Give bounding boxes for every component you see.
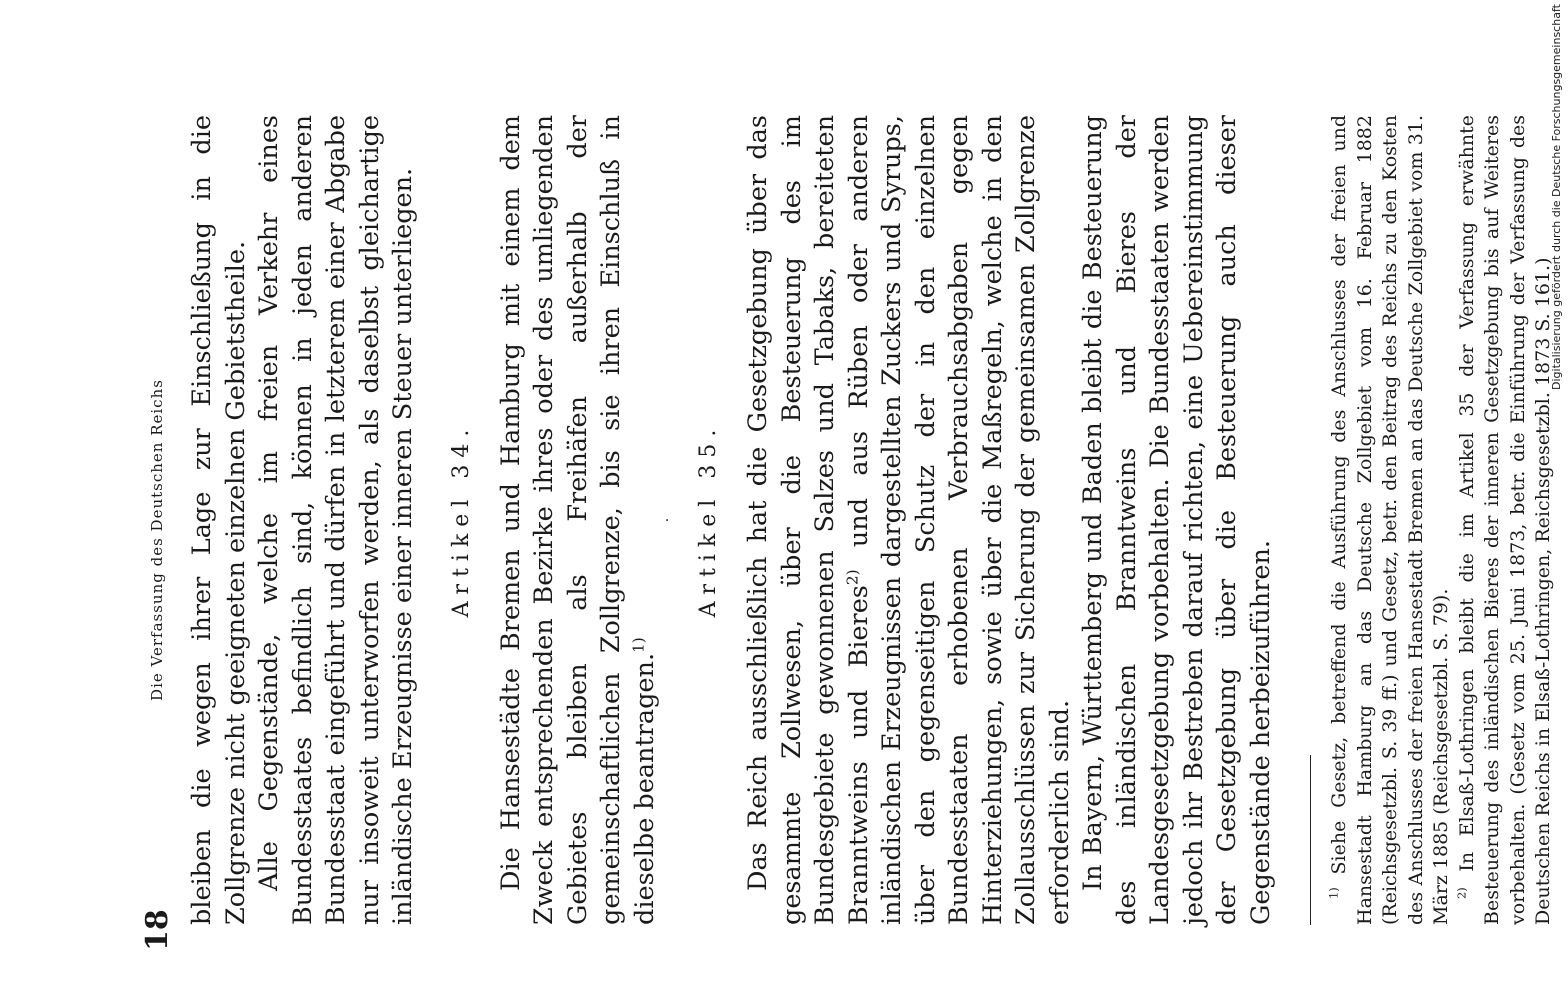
footnote-ref-1: 1) bbox=[629, 637, 647, 653]
printer-dot: · bbox=[660, 517, 676, 523]
footnote-2-text: In Elsaß-Lothringen bleibt die im Artikel 35 der Verfassung erwähnte Besteuerung des inländischen Bieres der inneren Gesetzgebung bis auf Weiteres vorbehalten. (Gesetz vom 25. Juni 1873, betr. die Einführung der Verfassung des Deutschen Reichs in Elsaß-Lothringen, Reichsgesetzbl. 1873 S. 161.) bbox=[1455, 115, 1554, 925]
footnote-ref-2: 2) bbox=[843, 569, 861, 586]
article-35-paragraph-2: In Bayern, Württemberg und Baden bleibt die Besteuerung des inländischen Branntweins und Bieres der Landesgesetzgebung vorbehalten. Die Bundesstaaten werden jedoch ihr Bestreben darauf richten, eine Uebereinstimmung der Gesetzgebung über die Besteuerung auch dieser Gegenstände herbeizuführen. bbox=[1078, 115, 1276, 925]
article-35-text-b: und aus Rüben oder anderen inländischen Erzeugnissen dargestellten Zuckers und Syrups, über den gegenseitigen Schutz der in den einzelnen Bundesstaaten erhobenen Verbrauchsabgaben gegen Hinterziehungen, sowie über die Maßregeln, welche in den Zollausschlüssen zur Sicherung der gemeinsamen Zollgrenze erforderlich sind. bbox=[843, 114, 1075, 925]
credit-text: Digitalisierung gefördert durch die Deutsche Forschungsgemeinschaft bbox=[1550, 4, 1563, 390]
digitization-credit bbox=[1546, 0, 1568, 390]
footnote-2 bbox=[1455, 115, 1557, 925]
article-35-paragraph-1 bbox=[742, 115, 1077, 925]
running-head bbox=[140, 115, 180, 965]
article-35-text-a: Das Reich ausschließlich hat die Gesetzgebung über das gesammte Zollwesen, über die Besteuerung des im Bundesgebiete gewonnenen Salzes und Tabaks, bereiteten Branntweins und Bieres bbox=[743, 115, 874, 925]
running-title: Die Verfassung des Deutschen Reichs bbox=[148, 379, 166, 701]
article-34-body: Die Hansestädte Bremen und Hamburg mit einem dem Zweck entsprechenden Bezirke ihres oder des umliegenden Gebietes bleiben als Freihäfen außerhalb der gemeinschaftlichen Zollgrenze, bis sie ihren Einschluß in dieselbe beantragen. bbox=[495, 115, 660, 925]
article-34-text bbox=[495, 115, 663, 925]
page-number: 18 bbox=[140, 909, 175, 951]
book-page bbox=[140, 114, 1554, 965]
paragraph-freier-verkehr: Alle Gegenstände, welche im freien Verkehr eines Bundesstaates befindlich sind, können in jeden anderen Bundesstaat eingeführt und dürfen in letzterem einer Abgabe nur insoweit unterworfen werden, als daselbst gleichartige inländische Erzeugnisse einer inneren Steuer unterliegen. bbox=[254, 115, 418, 925]
footnote-1 bbox=[1327, 115, 1455, 925]
article-34-heading: Artikel 34. bbox=[448, 422, 474, 618]
footnote-1-text: Siehe Gesetz, betreffend die Ausführung des Anschlusses der freien und Hansestadt Hamburg an das Deutsche Zollgebiet vom 16. Februar 1882 (Reichsgesetzbl. S. 39 ff.) und Gesetz, betr. den Beitrag des Reichs zu den Kosten des Anschlusses der freien Hansestadt Bremen an das Deutsche Zollgebiet vom 31. März 1885 (Reichsgesetzbl. S. 79). bbox=[1328, 115, 1452, 925]
paragraph-gebietstheile: bleiben die wegen ihrer Lage zur Einschließung in die Zollgrenze nicht geeigneten einzelnen Gebietstheile. bbox=[187, 115, 251, 925]
footnote-1-mark: 1) bbox=[1326, 887, 1341, 899]
footnote-2-mark: 2) bbox=[1454, 887, 1469, 899]
footnote-divider bbox=[1310, 755, 1311, 925]
article-35-heading: Artikel 35. bbox=[696, 422, 721, 618]
main-text bbox=[186, 115, 1557, 925]
